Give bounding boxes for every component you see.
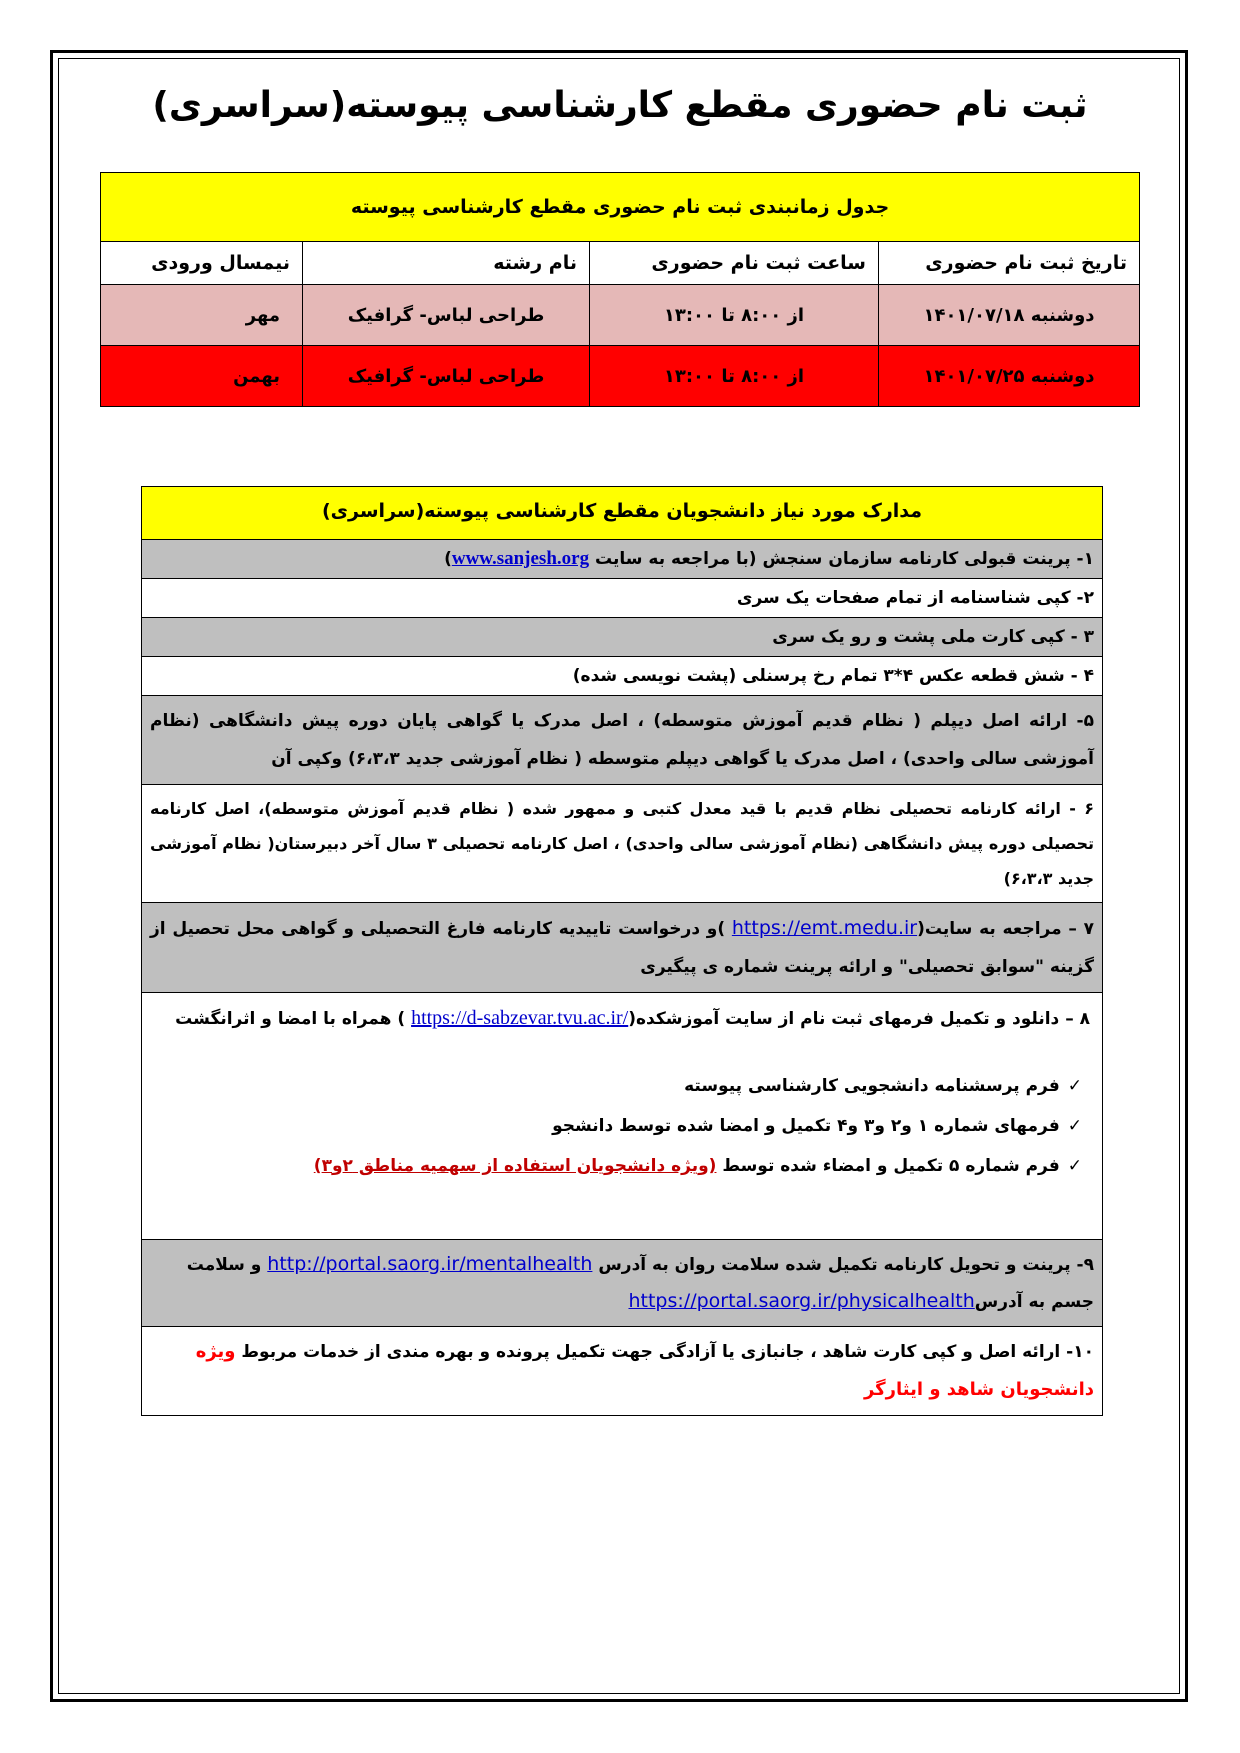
cell-field: طراحی لباس- گرافیک xyxy=(303,346,590,407)
veterans-note: ویژه دانشجویان شاهد و ایثارگر xyxy=(195,1341,1094,1400)
schedule-header-row xyxy=(101,242,1140,285)
schedule-caption: جدول زمانبندی ثبت نام حضوری مقطع کارشناسی پیوسته xyxy=(101,173,1140,242)
quota-note: (ویژه دانشجویان استفاده از سهمیه مناطق ۲و۳) xyxy=(313,1156,717,1176)
cell-semester: مهر xyxy=(101,285,303,346)
schedule-table xyxy=(100,172,1140,407)
header-semester: نیمسال ورودی xyxy=(101,242,303,285)
check-icon: ✓ xyxy=(1067,1116,1082,1136)
page-title: ثبت نام حضوری مقطع کارشناسی پیوسته(سراسری) xyxy=(152,85,1088,126)
header-field: نام رشته xyxy=(303,242,590,285)
item6-text: ۶ - ارائه کارنامه تحصیلی نظام قدیم با قید معدل کتبی و ممهور شده ( نظام قدیم آموزش متوسطه)، اصل کارنامه تحصیلی دوره پیش دانشگاهی (نظام آموزشی سالی واحدی) ، اصل کارنامه تحصیلی ۳ سال آخر دبیرستان( نظام آموزشی جدید ۶،۳،۳) xyxy=(142,785,1103,903)
header-time: ساعت ثبت نام حضوری xyxy=(590,242,879,285)
list-item xyxy=(142,540,1103,579)
documents-caption: مدارک مورد نیاز دانشجویان مقطع کارشناسی پیوسته(سراسری) xyxy=(142,487,1103,540)
list-item xyxy=(142,618,1103,657)
cell-time: از ۸:۰۰ تا ۱۳:۰۰ xyxy=(590,285,879,346)
tvu-link[interactable]: https://d-sabzevar.tvu.ac.ir/ xyxy=(411,1007,629,1029)
list-item xyxy=(142,1327,1103,1416)
item4-text: ۴ - شش قطعه عکس ۴*۳ تمام رخ پرسنلی (پشت نویسی شده) xyxy=(142,657,1103,696)
checklist-item: ✓فرم شماره ۵ تکمیل و امضاء شده توسط (ویژه دانشجویان استفاده از سهمیه مناطق ۲و۳) xyxy=(313,1156,1082,1176)
list-item xyxy=(142,1240,1103,1327)
item7-after: )و درخواست تاییدیه کارنامه فارغ التحصیلی و گواهی محل تحصیل از گزینه "سوابق تحصیلی" و ارائه پرینت شماره ی پیگیری xyxy=(150,919,1094,977)
table-row xyxy=(101,285,1140,346)
cell-date: دوشنبه ۱۴۰۱/۰۷/۱۸ xyxy=(879,285,1140,346)
checklist-item: ✓فرمهای شماره ۱ و۲ و۳ و۴ تکمیل و امضا شده توسط دانشجو xyxy=(552,1116,1082,1136)
header-date: تاریخ ثبت نام حضوری xyxy=(879,242,1140,285)
item9-middle: و سلامت جسم به آدرس xyxy=(186,1255,1094,1312)
form-checklist xyxy=(150,1066,1090,1186)
cell-semester: بهمن xyxy=(101,346,303,407)
item2-text: ۲- کپی شناسنامه از تمام صفحات یک سری xyxy=(142,579,1103,618)
physicalhealth-link[interactable]: https://portal.saorg.ir/physicalhealth xyxy=(628,1290,975,1312)
item3-text: ۳ - کپی کارت ملی پشت و رو یک سری xyxy=(142,618,1103,657)
cell-time: از ۸:۰۰ تا ۱۳:۰۰ xyxy=(590,346,879,407)
cell-date: دوشنبه ۱۴۰۱/۰۷/۲۵ xyxy=(879,346,1140,407)
item9-before: ۹- پرینت و تحویل کارنامه تکمیل شده سلامت روان به آدرس xyxy=(592,1255,1094,1275)
item8-before: ۸ – دانلود و تکمیل فرمهای ثبت نام از سایت آموزشکده( xyxy=(628,1009,1090,1029)
documents-table xyxy=(141,486,1103,1416)
list-item xyxy=(142,993,1103,1240)
checklist-item: ✓فرم پرسشنامه دانشجویی کارشناسی پیوسته xyxy=(684,1076,1082,1096)
emt-link[interactable]: https://emt.medu.ir xyxy=(731,917,918,939)
list-item xyxy=(142,696,1103,785)
cell-field: طراحی لباس- گرافیک xyxy=(303,285,590,346)
list-item xyxy=(142,785,1103,903)
table-row xyxy=(101,346,1140,407)
mentalhealth-link[interactable]: http://portal.saorg.ir/mentalhealth xyxy=(267,1253,593,1275)
item7-before: ۷ – مراجعه به سایت( xyxy=(917,919,1095,939)
item8-after: ) همراه با امضا و اثرانگشت xyxy=(175,1009,412,1029)
check-icon: ✓ xyxy=(1067,1076,1082,1096)
item1-text: ۱- پرینت قبولی کارنامه سازمان سنجش (با مراجعه به سایت xyxy=(589,549,1094,569)
list-item xyxy=(142,579,1103,618)
item1-close: ) xyxy=(444,549,452,569)
list-item xyxy=(142,657,1103,696)
item5-text: ۵- ارائه اصل دیپلم ( نظام قدیم آموزش متوسطه) ، اصل مدرک یا گواهی پایان دوره پیش دانشگاهی (نظام آموزشی سالی واحدی) ، اصل مدرک یا گواهی دیپلم متوسطه ( نظام آموزشی جدید ۶،۳،۳) وکپی آن xyxy=(142,696,1103,785)
check-icon: ✓ xyxy=(1067,1156,1082,1176)
item10-before: ۱۰- ارائه اصل و کپی کارت شاهد ، جانبازی یا آزادگی جهت تکمیل پرونده و بهره مندی از خدمات مربوط xyxy=(235,1342,1094,1362)
sanjesh-link[interactable]: www.sanjesh.org xyxy=(451,548,590,569)
list-item xyxy=(142,903,1103,993)
